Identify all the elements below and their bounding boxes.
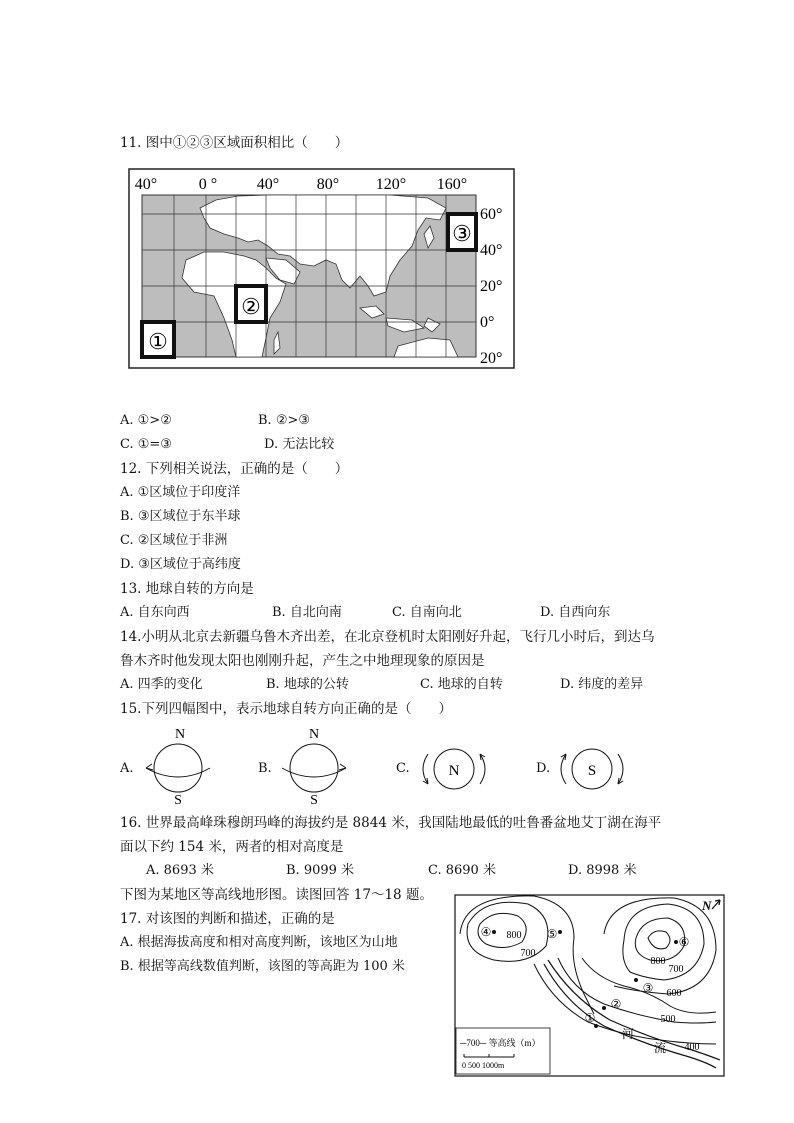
q17-option-b: B. 根据等高线数值判断，该图的等高距为 100 米 [120,959,405,974]
q15-figure-a [140,724,216,806]
intro-17-18: 下图为某地区等高线地形图。读图回答 17～18 题。 [120,887,433,903]
pole-n-label: N [308,727,320,742]
pole-n-label: N [174,727,186,742]
q16-stem-line2: 面以下约 154 米，两者的相对高度是 [120,839,344,855]
q12-stem: 12. 下列相关说法，正确的是（ ） [120,461,349,477]
region-1-label: ① [148,329,168,354]
q11-option-d: D. 无法比较 [264,437,335,452]
region-2-label: ② [241,294,261,319]
contour-label-500: 500 [660,1014,676,1025]
lon-label: 40° [256,176,280,193]
q15-option-c-label: C. [396,761,410,776]
point-3-label: ③ [642,981,654,995]
north-label: N [702,898,712,913]
contour-label-700: 700 [668,964,684,975]
q11-option-b: B. ②>③ [258,413,311,428]
q14-option-c: C. 地球的自转 [420,677,503,692]
q14-stem-line1: 14.小明从北京去新疆乌鲁木齐出差，在北京登机时太阳刚好升起，飞行几小时后，到达乌 [120,629,655,645]
world-grid-map [128,168,516,370]
pole-s-label: S [174,793,182,806]
q14-option-a: A. 四季的变化 [120,677,203,692]
lat-label: 40° [480,242,503,259]
q15-figure-d [556,740,632,798]
q17-stem: 17. 对该图的判断和描述，正确的是 [120,911,335,927]
q12-option-b: B. ③区域位于东半球 [120,509,241,524]
q14-stem-line2: 鲁木齐时他发现太阳也刚刚升起，产生之中地理现象的原因是 [120,653,485,669]
q15-figure-b [274,724,354,806]
q12-option-c: C. ②区域位于非洲 [120,533,228,548]
contour-label-400: 400 [684,1042,700,1053]
q12-option-d: D. ③区域位于高纬度 [120,557,241,572]
lon-label: 80° [316,176,340,193]
q13-option-b: B. 自北向南 [272,605,342,620]
river-label-he: 河 [622,1027,635,1041]
contour-map [454,894,726,1078]
contour-label-800: 800 [650,956,666,967]
q12-option-a: A. ①区域位于印度洋 [120,485,241,500]
q11-option-a: A. ①>② [120,413,172,428]
q16-option-b: B. 9099 米 [286,863,355,878]
region-3-label: ③ [452,221,472,246]
lat-label: 20° [480,350,503,367]
q16-option-d: D. 8998 米 [568,863,637,878]
q17-option-a: A. 根据海拔高度和相对高度判断，该地区为山地 [120,935,398,950]
q14-option-b: B. 地球的公转 [266,677,349,692]
q16-option-c: C. 8690 米 [428,863,496,878]
lon-label: 120° [375,176,407,193]
contour-label-700: 700 [520,948,536,959]
lat-label: 20° [480,278,503,295]
lon-label: 40° [134,176,158,193]
q15-option-d-label: D. [536,761,551,776]
point-4-label: ④ [480,925,492,939]
q13-option-c: C. 自南向北 [392,605,462,620]
q16-stem-line1: 16. 世界最高峰珠穆朗玛峰的海拔约是 8844 米，我国陆地最低的吐鲁番盆地艾丁湖在海平 [120,815,662,831]
q15-option-b-label: B. [258,761,272,776]
lat-label: 60° [480,206,503,223]
q11-stem: 11. 图中①②③区域面积相比（ ） [120,135,349,151]
q14-option-d: D. 纬度的差异 [560,677,644,692]
contour-label-800: 800 [506,930,522,941]
river-label-liu: 流 [654,1041,667,1055]
q13-stem: 13. 地球自转的方向是 [120,581,254,597]
q13-option-d: D. 自西向东 [540,605,611,620]
lon-label: 160° [436,176,468,193]
lon-label: 0 ° [198,176,218,193]
pole-n-label: N [448,763,460,779]
q13-option-a: A. 自东向西 [120,605,190,620]
point-2-label: ② [610,997,622,1011]
pole-s-label: S [310,793,318,806]
point-5-label: ⑤ [546,927,558,941]
pole-s-label: S [587,763,597,779]
q15-figure-c [418,740,494,798]
point-1-label: ① [584,1011,596,1025]
legend-scale: 0 500 1000m [462,1061,505,1070]
lat-label: 0° [480,314,495,331]
legend-contour: ─700─ 等高线（m） [460,1038,541,1048]
point-6-label: ⑥ [678,935,690,949]
contour-label-600: 600 [666,988,682,999]
q11-option-c: C. ①=③ [120,437,172,452]
q15-option-a-label: A. [120,761,134,776]
q16-option-a: A. 8693 米 [146,863,214,878]
q15-stem: 15.下列四幅图中，表示地球自转方向正确的是（ ） [120,701,452,717]
